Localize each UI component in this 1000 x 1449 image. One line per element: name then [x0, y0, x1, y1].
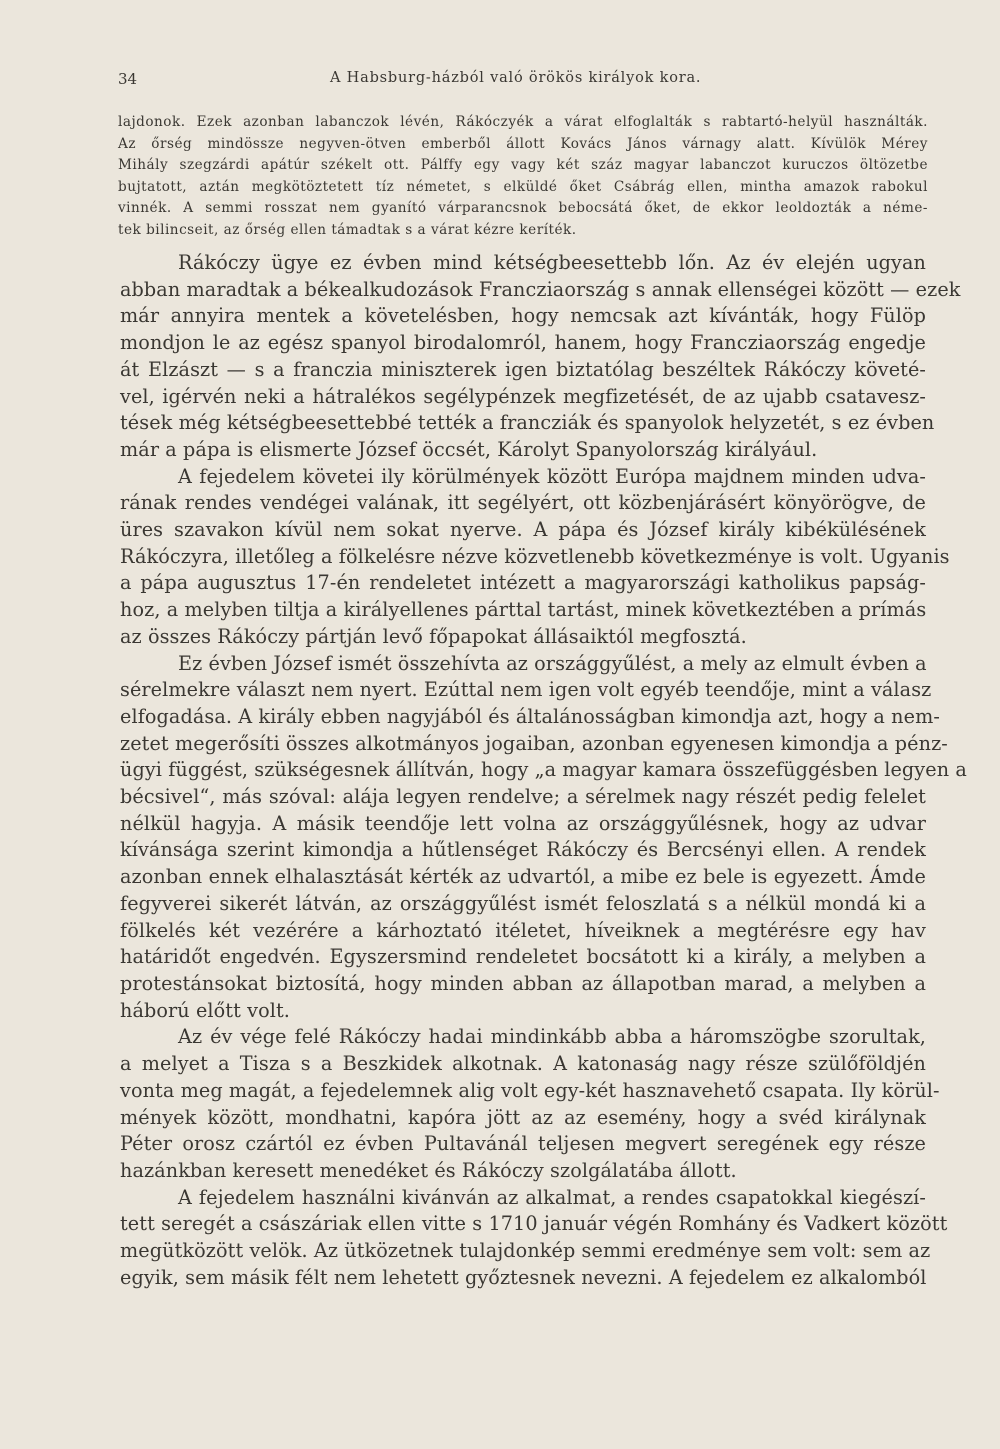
text-line: rának rendes vendégei valának, itt segélyért, ott közbenjárásért könyörögve, de — [120, 491, 926, 515]
text-line: az összes Rákóczy pártján levő főpapokat állásaiktól megfosztá. — [120, 624, 747, 648]
footnote-line: bujtatott, aztán megkötöztetett tíz németet, s elküldé őket Csábrág ellen, mintha amazok rabokul — [118, 178, 928, 195]
text-line: A fejedelem követei ily körülmények között Európa majdnem minden udva- — [178, 464, 926, 488]
page-header — [118, 70, 928, 94]
footnote-line: vinnék. A semmi rosszat nem gyanító várparancsnok bebocsátá őket, de ekkor leoldozták a néme- — [118, 200, 928, 217]
footnote-line: tek bilincseit, az őrség ellen támadtak s a várat kézre keríték. — [118, 221, 577, 238]
text-line: abban maradtak a békealkudozások Francziaország s annak ellenségei között — ezek — [120, 277, 961, 301]
text-line: Az év vége felé Rákóczy hadai mindinkább abba a háromszögbe szorultak, — [178, 1025, 926, 1049]
text-line: már annyira mentek a követelésben, hogy nemcsak azt kívánták, hogy Fülöp — [120, 304, 926, 328]
text-line: üres szavakon kívül nem sokat nyerve. A pápa és József király kibékülésének — [120, 518, 926, 542]
footnote-line: Mihály szegzárdi apátúr székelt ott. Pálffy egy vagy két száz magyar labanczot kuruczos öltözetbe — [118, 157, 928, 174]
footnote-line: lajdonok. Ezek azonban labanczok lévén, Rákóczyék a várat elfoglalták s rabtartó-helyül használták. — [118, 114, 928, 130]
text-line: tések még kétségbeesettebbé tették a francziák és spanyolok helyzetét, s ez évben — [120, 411, 935, 435]
text-line: hoz, a melyben tiltja a királyellenes párttal tartást, minek következtében a prímás — [120, 598, 927, 622]
text-line: a pápa augusztus 17-én rendeletet intézett a magyarországi katholikus papság- — [120, 571, 926, 595]
text-line: Rákóczyra, illetőleg a fölkelésre nézve közvetlenebb következménye is volt. Ugyanis — [120, 544, 950, 568]
text-line: hazánkban keresett menedéket és Rákóczy szolgálatába állott. — [120, 1158, 737, 1182]
text-line: sérelmekre választ nem nyert. Ezúttal nem igen volt egyéb teendője, mint a válasz — [120, 678, 932, 702]
text-line: már a pápa is elismerte József öccsét, Károlyt Spanyolország királyául. — [120, 437, 818, 461]
text-line: kívánsága szerint kimondja a hűtlenséget Rákóczy és Bercsényi ellen. A rendek — [120, 838, 926, 862]
text-line: megütközött velök. Az ütközetnek tulajdonkép semmi eredménye sem volt: sem az — [120, 1239, 931, 1263]
text-line: zetet megerősíti összes alkotmányos jogaiban, azonban egyenesen kimondja a pénz- — [120, 731, 948, 755]
text-line: határidőt engedvén. Egyszersmind rendeletet bocsátott ki a király, a melyben a — [120, 945, 926, 969]
text-line: bécsivel“, más szóval: alája legyen rendelve; a sérelmek nagy részét pedig felelet — [120, 785, 926, 809]
paragraph — [120, 1024, 940, 1184]
running-title: A Habsburg-házból való örökös királyok kora. — [330, 70, 702, 86]
text-line: vonta meg magát, a fejedelemnek alig volt egy-két hasznavehető csapata. Ily körül- — [120, 1078, 940, 1102]
text-line: egyik, sem másik félt nem lehetett győztesnek nevezni. A fejedelem ez alkalomból — [120, 1265, 927, 1289]
text-line: A fejedelem használni kivánván az alkalmat, a rendes csapatokkal kiegészí- — [178, 1185, 926, 1209]
text-line: át Elzászt — s a franczia miniszterek igen biztatólag beszéltek Rákóczy követé- — [120, 357, 926, 381]
text-line: tett seregét a császáriak ellen vitte s 1710 január végén Romhány és Vadkert között — [120, 1212, 948, 1236]
text-line: Péter orosz czártól ez évben Pultavánál teljesen megvert seregének egy része — [120, 1132, 926, 1156]
text-line: Rákóczy ügye ez évben mind kétségbeesettebb lőn. Az év elején ugyan — [178, 251, 926, 274]
text-line: elfogadása. A király ebben nagyjából és általánosságban kimondja azt, hogy a nem- — [120, 704, 940, 728]
text-line: fegyverei sikerét látván, az országgyűlést ismét feloszlatá s a nélkül mondá ki a — [120, 891, 926, 915]
text-line: Ez évben József ismét összehívta az országgyűlést, a mely az elmult évben a — [178, 651, 927, 675]
page-number: 34 — [118, 70, 138, 88]
text-line: mények között, mondhatni, kapóra jött az az esemény, hogy a svéd királynak — [120, 1105, 926, 1129]
text-line: fölkelés két vezérére a kárhoztató itéletet, híveiknek a megtérésre egy hav — [120, 918, 926, 942]
text-line: nélkül hagyja. A másik teendője lett volna az országgyűlésnek, hogy az udvar — [120, 811, 926, 835]
text-line: háború előtt volt. — [120, 998, 290, 1022]
text-line: azonban ennek elhalasztását kérték az udvartól, a mibe ez bele is egyezett. Ámde — [120, 865, 926, 889]
paragraph — [120, 250, 961, 464]
footnote-line: Az őrség mindössze negyven-ötven emberből állott Kovács János várnagy alatt. Kívülök Mérey — [118, 135, 928, 152]
main-text — [120, 250, 967, 1291]
paragraph — [120, 464, 950, 651]
text-line: ügyi függést, szükségesnek állítván, hogy „a magyar kamara összefüggésben legyen a — [120, 758, 967, 782]
text-line: vel, igérvén neki a hátralékos segélypénzek megfizetését, de az ujabb csatavesz- — [120, 384, 926, 408]
footnote — [118, 112, 928, 242]
text-line: protestánsokat biztosítá, hogy minden abban az állapotban marad, a melyben a — [120, 971, 926, 995]
paragraph — [120, 1185, 948, 1292]
text-line: a melyet a Tisza s a Beszkidek alkotnak. A katonaság nagy része szülőföldjén — [120, 1052, 926, 1076]
paragraph — [120, 651, 967, 1025]
text-line: mondjon le az egész spanyol birodalomról, hanem, hogy Francziaország engedje — [120, 331, 926, 355]
